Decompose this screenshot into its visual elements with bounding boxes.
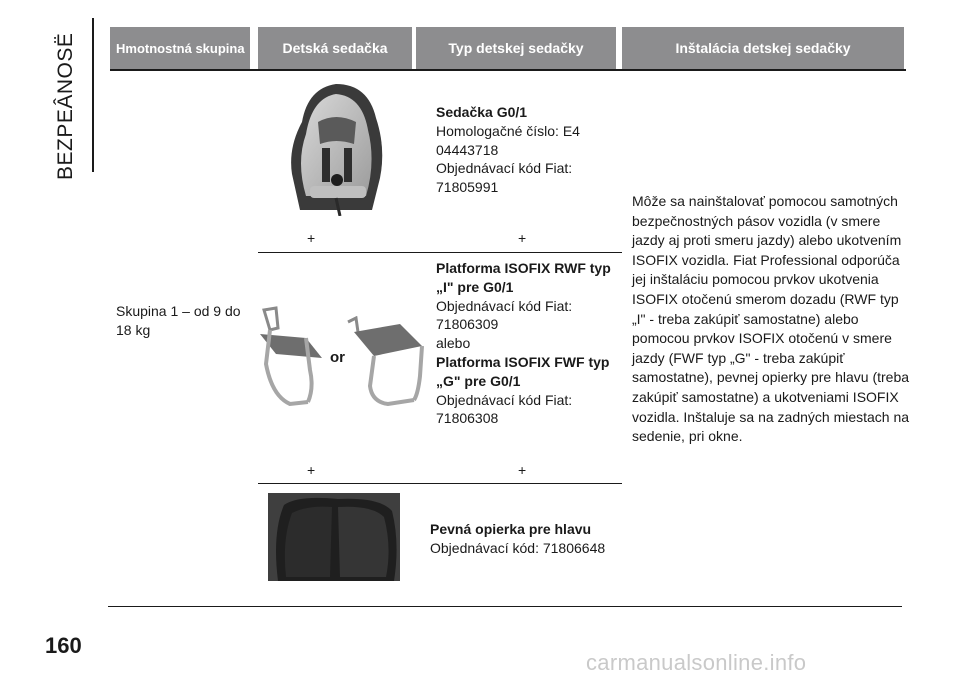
page-number: 160 [45, 633, 82, 658]
row-divider [258, 483, 622, 484]
footer-divider [108, 606, 902, 607]
item-platform-rwf-name: Platforma ISOFIX RWF typ „I" pre G0/1 [436, 260, 611, 295]
child-seat-image [282, 78, 390, 216]
item-platform-line: Objednávací kód Fiat: [436, 391, 573, 408]
item-seat-line: 71805991 [436, 179, 499, 196]
or-label: or [330, 349, 345, 366]
item-headrest-name: Pevná opierka pre hlavu [430, 521, 592, 537]
item-platform-description [436, 259, 621, 428]
item-seat-description [436, 103, 616, 197]
header-weight-group: Hmotnostná skupina [110, 27, 250, 69]
section-title-rule [92, 18, 94, 172]
item-headrest-description [430, 520, 620, 558]
item-seat-name: Sedačka G0/1 [436, 104, 528, 120]
item-seat-line: Homologačné číslo: E4 [436, 122, 580, 139]
header-installation: Inštalácia detskej sedačky [622, 27, 904, 69]
plus-sign: + [307, 230, 316, 246]
section-title-text: BEZPEÂNOSË [54, 32, 77, 180]
item-platform-line: 71806308 [436, 410, 499, 427]
header-seat-type: Typ detskej sedačky [416, 27, 616, 69]
isofix-platform-fwf-image [344, 316, 426, 408]
item-platform-line: alebo [436, 335, 471, 352]
weight-group-label: Skupina 1 – od 9 do 18 kg [116, 303, 241, 338]
plus-sign: + [307, 462, 316, 478]
item-seat-line: Objednávací kód Fiat: [436, 160, 573, 177]
item-seat-line: 04443718 [436, 141, 499, 158]
row-divider [258, 252, 622, 253]
item-platform-fwf-name: Platforma ISOFIX FWF typ „G" pre G0/1 [436, 353, 610, 389]
header-divider [110, 69, 906, 71]
header-child-seat: Detská sedačka [258, 27, 412, 69]
item-platform-line: Objednávací kód Fiat: [436, 297, 573, 314]
plus-sign: + [518, 462, 527, 478]
installation-text: Môže sa nainštalovať pomocou samotných bezpečnostných pásov vozidla (v smere jazdy aj proti smeru jazdy) alebo ukotvením ISOFIX vozidla. Fiat Professional odporúča jej inštaláciu pomocou prvkov ukotvenia ISOFIX otočenú smerom dozadu (RWF typ „I" - treba zakúpiť samostatne) alebo pomocou prvkov ISOFIX otočenú v smere jazdy (FWF typ „G" - treba zakúpiť samostatne), pevnej opierky pre hlavu (treba zakúpiť samostatne) a ukotveniami ISOFIX vozidla. Inštaluje sa na zadných miestach na sedenie, pri okne. [632, 193, 910, 445]
watermark: carmanualsonline.info [586, 650, 807, 675]
isofix-platform-rwf-image [256, 304, 328, 408]
headrest-image [268, 493, 400, 581]
plus-sign: + [518, 230, 527, 246]
item-headrest-line: Objednávací kód: 71806648 [430, 539, 606, 556]
item-platform-line: 71806309 [436, 316, 499, 333]
